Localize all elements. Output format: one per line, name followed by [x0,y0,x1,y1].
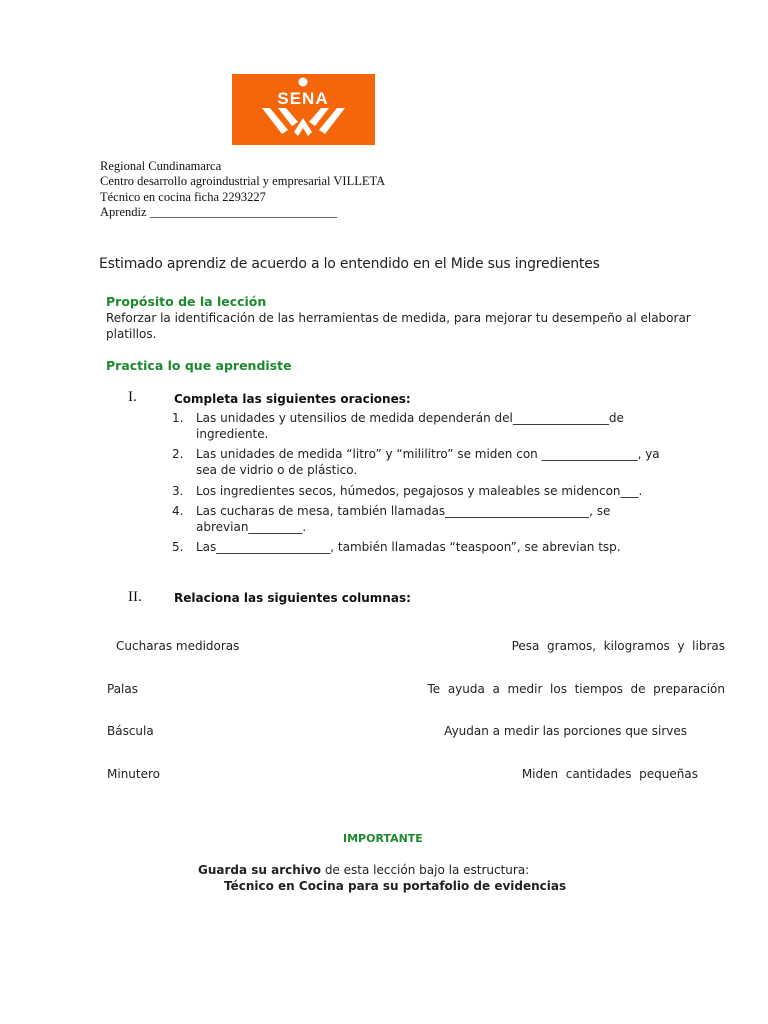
question-text: Los ingredientes secos, húmedos, pegajosos y maleables se midencon___. [196,484,643,498]
section1-roman: I. [128,389,137,405]
column-right-item: Ayudan a medir las porciones que sirves [444,724,687,738]
practica-title: Practica lo que aprendiste [106,358,292,373]
header-centro: Centro desarrollo agroindustrial y empresarial VILLETA [100,174,386,188]
column-left-item: Minutero [107,767,160,781]
column-left-item: Báscula [107,724,154,738]
importante-line1-rest: de esta lección bajo la estructura: [321,863,530,877]
question-number: 1. [172,411,184,425]
question-1 [172,410,666,442]
question-5 [172,539,666,555]
question-4 [172,503,666,535]
column-right-item: Miden cantidades pequeñas [521,767,698,781]
header-tecnico: Técnico en cocina ficha 2293227 [100,190,266,204]
importante-line2: Técnico en Cocina para su portafolio de evidencias [224,879,567,893]
section2-title: Relaciona las siguientes columnas: [174,591,411,605]
proposito-text: Reforzar la identificación de las herramientas de medida, para mejorar tu desempeño al elaborar platillos. [106,311,691,341]
sena-logo-mark [232,74,375,145]
column-right-item: Te ayuda a medir los tiempos de preparación [427,682,725,696]
header-regional: Regional Cundinamarca [100,159,222,173]
importante-title: IMPORTANTE [343,832,423,845]
intro-text: Estimado aprendiz de acuerdo a lo entendido en el Mide sus ingredientes [99,256,600,272]
importante-line1 [198,862,529,878]
question-3 [172,483,666,499]
column-left-item: Palas [107,682,138,696]
question-2 [172,446,666,478]
section2-roman: II. [128,589,142,605]
importante-line1-bold: Guarda su archivo [198,863,321,877]
column-left-item: Cucharas medidoras [116,639,240,653]
question-text: Las___________________, también llamadas “teaspoon”, se abrevian tsp. [196,540,621,554]
logo-text: SENA [277,89,329,108]
question-number: 3. [172,484,184,498]
sena-logo [232,74,375,145]
question-number: 5. [172,540,184,554]
question-number: 4. [172,504,184,518]
question-text: Las unidades y utensilios de medida dependerán del________________de ingrediente. [196,411,624,441]
question-text: Las cucharas de mesa, también llamadas________________________, se abrevian_________. [196,504,611,534]
question-text: Las unidades de medida “litro” y “mililitro” se miden con ________________, ya sea de vidrio o de plástico. [196,447,660,477]
section1-title: Completa las siguientes oraciones: [174,392,411,406]
header-aprendiz: Aprendiz ______________________________ [100,205,338,219]
proposito-title: Propósito de la lección [106,294,267,309]
column-right-item: Pesa gramos, kilogramos y libras [511,639,725,653]
question-number: 2. [172,447,184,461]
